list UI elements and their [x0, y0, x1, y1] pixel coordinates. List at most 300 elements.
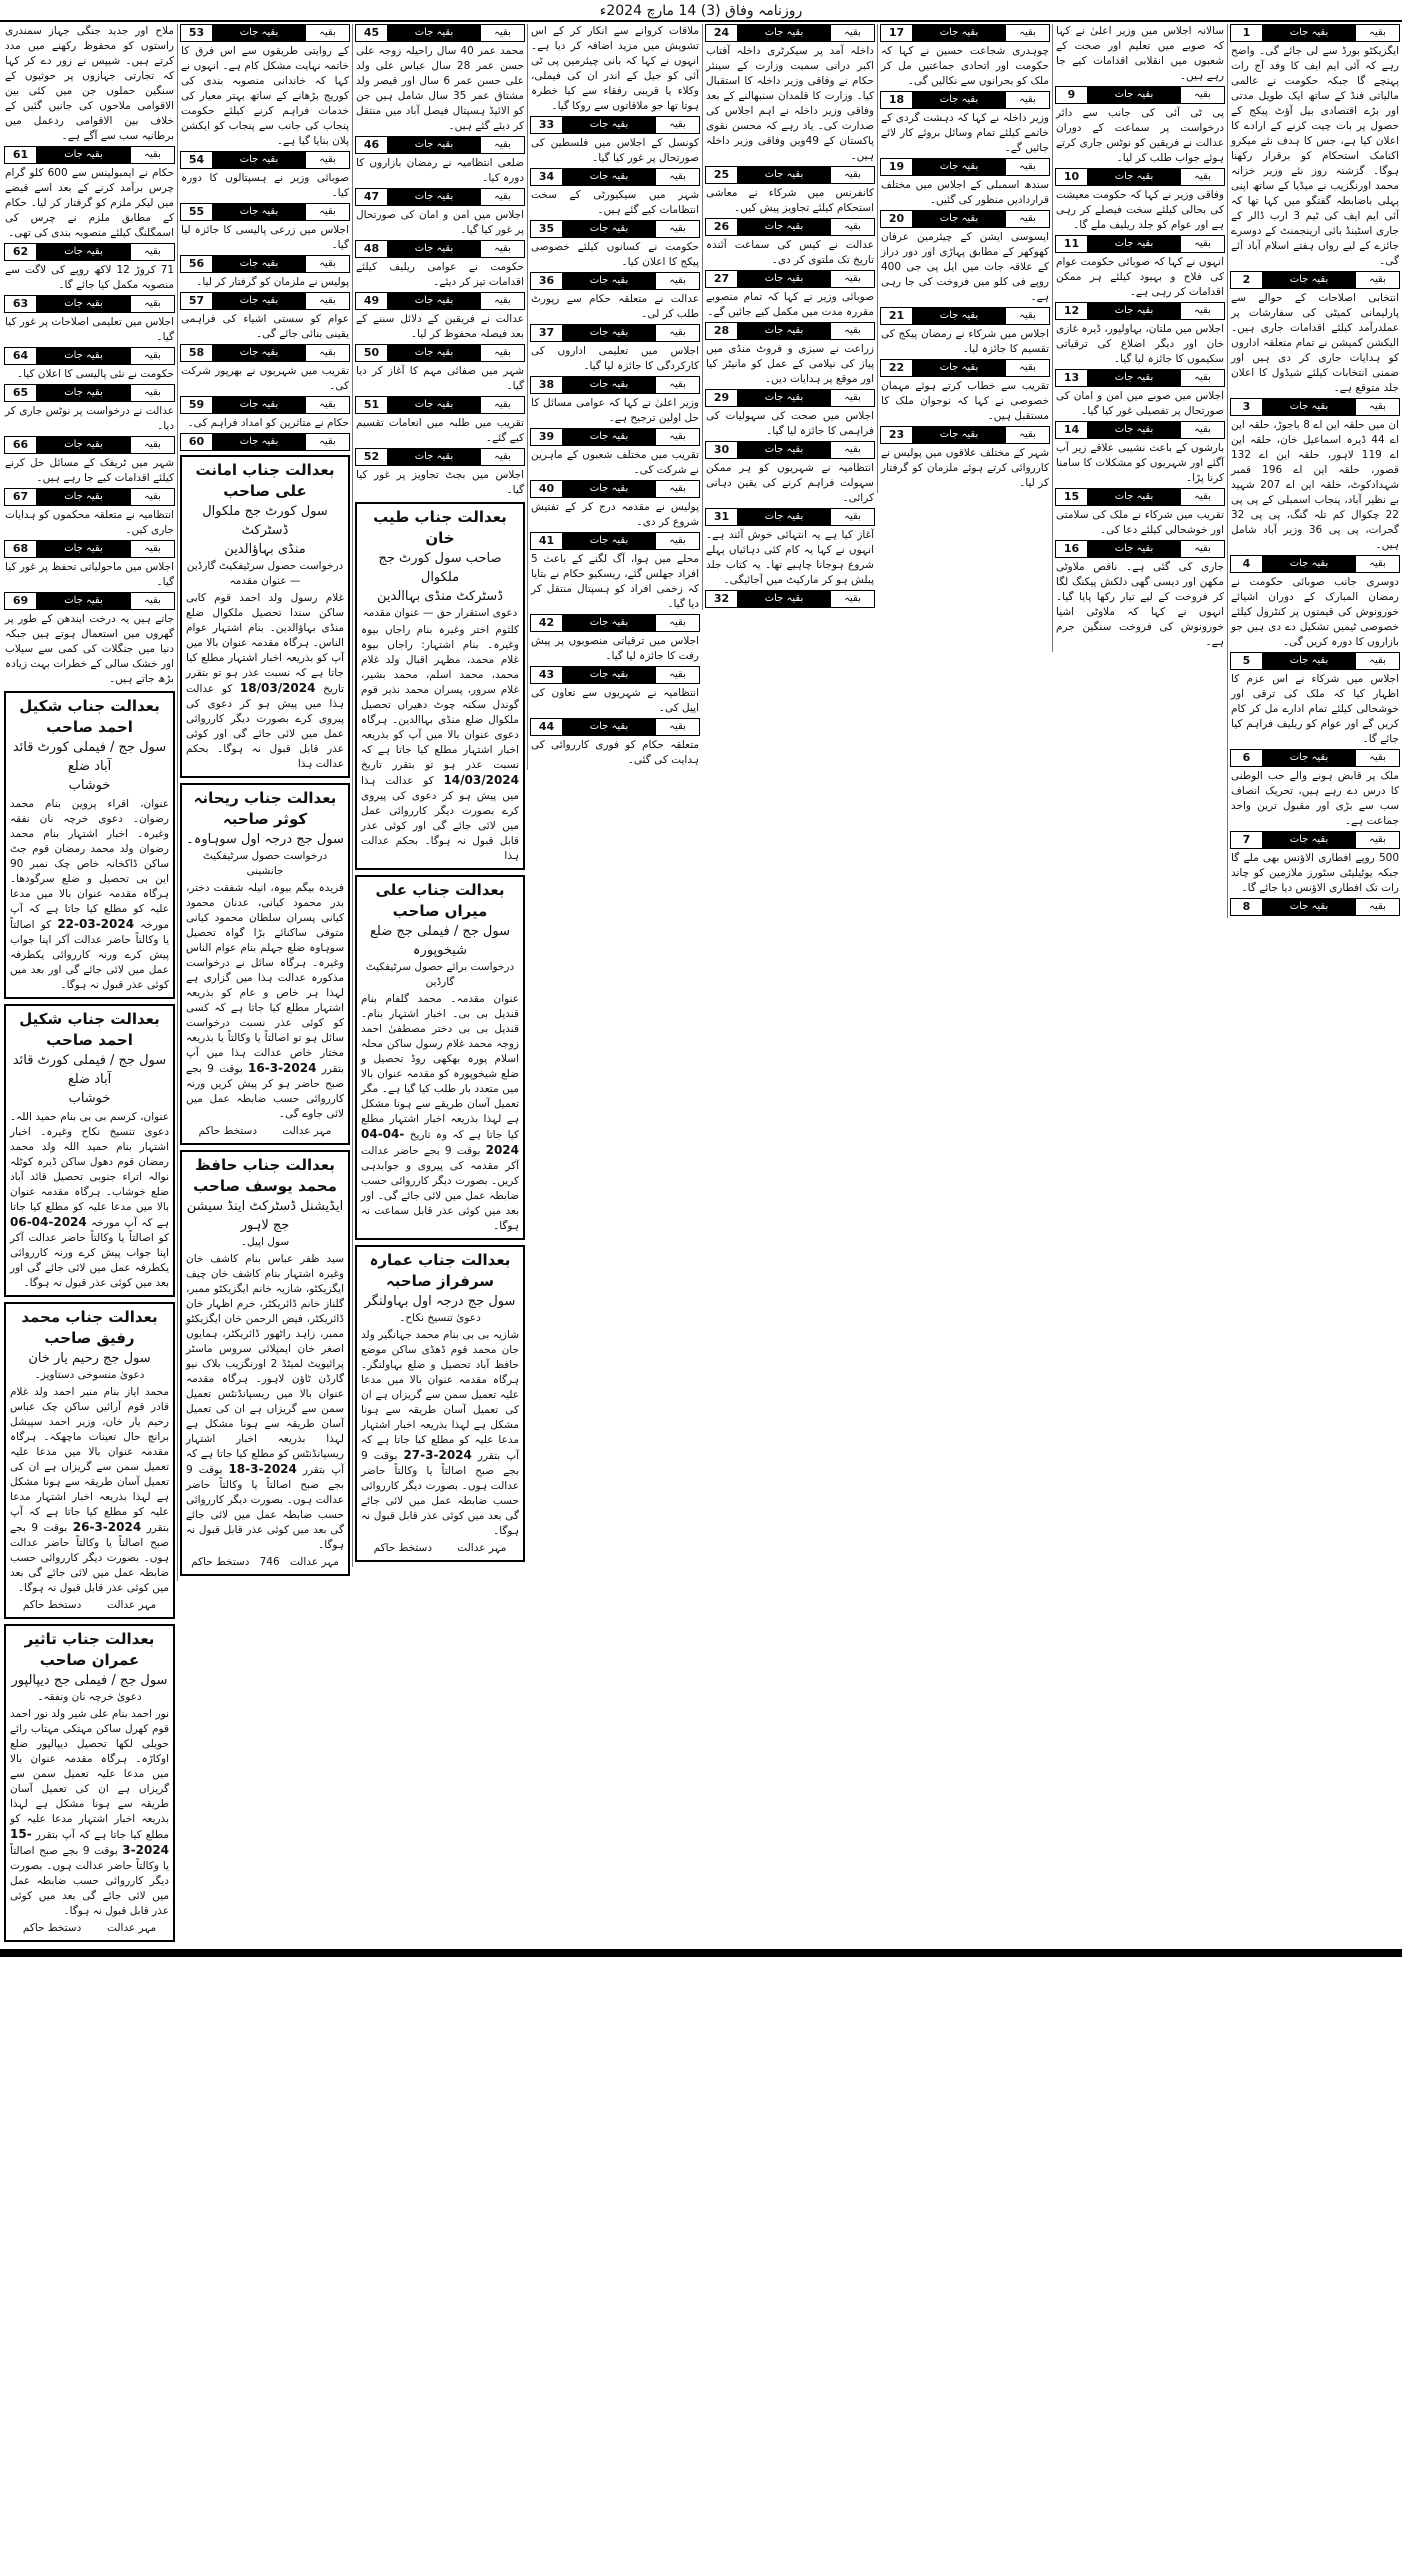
section-body: اجلاس میں تعلیمی اصلاحات پر غور کیا گیا۔: [5, 316, 174, 343]
section-number: 21: [881, 308, 913, 324]
section-body: وزیر اعلیٰ نے کہا کہ عوامی مسائل کا حل اولین ترجیح ہے۔: [531, 397, 699, 424]
article-column: [352, 24, 527, 1567]
notice-district: ڈسٹرکٹ منڈی بہاالدین: [377, 589, 503, 604]
notice-judge: ایڈیشنل ڈسٹرکٹ اینڈ سیشن جج لاہور: [186, 1199, 344, 1233]
section-label: بقیہ: [305, 256, 349, 272]
notice-body: [10, 1707, 169, 1919]
continuation-section: [530, 116, 700, 166]
section-number: 16: [1056, 541, 1088, 557]
section-number: 38: [531, 377, 563, 393]
section-number: 46: [356, 137, 388, 153]
section-body: تقریب میں طلبہ میں انعامات تقسیم کیے گئے۔: [356, 417, 524, 444]
continuation-section: [4, 540, 175, 590]
continuation-section: [1230, 398, 1400, 553]
section-title: بقیہ جات: [563, 481, 655, 497]
section-number: 50: [356, 345, 388, 361]
court-notice: [355, 502, 525, 870]
article-column: [527, 24, 702, 770]
hearing-date: 04-04-2024: [361, 1127, 520, 1157]
continuation-section: [1055, 488, 1225, 538]
notice-text: کو اصالتاً یا وکالتاً حاضر عدالت آکر اپنا جواب پیش کرے ورنہ کارروائی یکطرفہ عمل میں لائی جائے گی اور بعد میں کوئی عذر قبول نہ ہوگا۔: [10, 919, 169, 991]
section-label: بقیہ: [1355, 832, 1399, 848]
section-label: بقیہ: [830, 219, 874, 235]
section-label: بقیہ: [1355, 653, 1399, 669]
section-body: ایگزیکٹو بورڈ سے لی جائے گی۔ واضح رہے کہ آئی ایم ایف کا وفد آج رات پہنچے گا جبکہ حکومت نے عالمی مالیاتی فنڈ کے ساتھ ایک طویل مدتی اور بڑے اقتصادی بیل آؤٹ پیکج کے حصول پر بات چیت کرنے کے ارادے کا اعلان کیا ہے، جس کا ہدف نئے میکرو اکنامک استحکام کو برقرار رکھنا ہوگا۔ گزشتہ روز نئے وزیر خزانہ محمد اورنگزیب نے میڈیا کے ساتھ اپنی پہلی باضابطہ گفتگو میں کہا تھا کہ آئی ایم ایف کی ٹیم 3 ارب ڈالر کے جاری اسٹینڈ بائی ارینجمنٹ کے دوسرے جائزے کے لیے رواں ہفتے اسلام آباد آئے گی۔: [1231, 45, 1399, 267]
masthead-title: روزنامہ وفاق (3) 14 مارچ 2024ء: [599, 3, 803, 19]
section-label: بقیہ: [130, 437, 174, 453]
section-body: ان میں حلقہ این اے 8 باجوڑ، حلقہ این اے 44 ڈیرہ اسماعیل خان، حلقہ این اے 119 لاہور، حلقہ این اے 132 قصور، حلقہ این اے 196 قمبر شہدادکوٹ، حلقہ این اے 207 شہید بے نظیر آباد، پنجاب اسمبلی کے پی پی 22 چکوال کم تلہ گنگ، پی پی 32 گجرات، پی پی 36 وزیر آباد شامل ہیں۔: [1231, 419, 1400, 551]
section-number: 11: [1056, 236, 1088, 252]
section-number: 22: [881, 360, 913, 376]
notice-court-title: بعدالت جناب امانت علی صاحب: [195, 461, 335, 500]
section-label: بقیہ: [1005, 25, 1049, 41]
section-header: [4, 592, 175, 610]
section-body: محلے میں ہوا، آگ لگنے کے باعث 5 افراد جھلس گئے، ریسکیو حکام نے بتایا کہ زخمی افراد کو ہسپتال منتقل کر دیا گیا۔: [531, 553, 699, 610]
section-title: بقیہ جات: [738, 442, 830, 458]
court-seal: مہر عدالت: [289, 1556, 339, 1568]
notice-signature-row: [186, 1124, 344, 1139]
notice-suit-type: دعویٰ تنسیخ نکاح۔: [399, 1312, 481, 1324]
section-label: بقیہ: [655, 117, 699, 133]
section-number: 65: [5, 385, 37, 401]
section-header: [4, 436, 175, 454]
section-header: [1055, 302, 1225, 320]
section-title: بقیہ جات: [213, 293, 305, 309]
notice-court-title: بعدالت جناب محمد رفیق صاحب: [21, 1308, 158, 1347]
section-header: [4, 488, 175, 506]
notice-text: شازیہ بی بی بنام محمد جہانگیر ولد جان محمد قوم ڈھڈی ساکن موضع حافظ آباد تحصیل و ضلع بہاولنگر۔ ہرگاہ مقدمہ عنوان بالا میں مدعا علیہ تعمیل سمن سے گریزاں ہے ان کی تعمیل آسان طریقہ سے ہونا مشکل ہے لہذا بذریعہ اخبار اشتہار مدعا علیہ کو مطلع کیا جاتا ہے کہ آپ بتقرر: [361, 1329, 520, 1462]
section-title: بقیہ جات: [563, 169, 655, 185]
continuation-section: [1055, 540, 1225, 650]
section-label: بقیہ: [305, 434, 349, 450]
section-label: بقیہ: [130, 147, 174, 163]
notice-signature-row: [10, 1921, 169, 1936]
section-number: 12: [1056, 303, 1088, 319]
continuation-section: [705, 270, 875, 320]
section-number: 58: [181, 345, 213, 361]
section-body: بارشوں کے باعث نشیبی علاقے زیر آب آگئے اور شہریوں کو مشکلات کا سامنا کرنا پڑا۔: [1056, 442, 1224, 484]
continuation-section: [880, 24, 1050, 89]
section-title: بقیہ جات: [1088, 541, 1180, 557]
section-header: [530, 614, 700, 632]
section-title: بقیہ جات: [37, 296, 130, 312]
continuation-section: [1055, 421, 1225, 486]
continuation-section: [705, 218, 875, 268]
section-body: شہر کے مختلف علاقوں میں پولیس نے کارروائی کرتے ہوئے ملزمان کو گرفتار کر لیا۔: [881, 447, 1049, 489]
continuation-section: [530, 532, 700, 612]
section-label: بقیہ: [655, 719, 699, 735]
notice-court-title: بعدالت جناب طیب خان: [373, 508, 507, 547]
section-body: صوبائی وزیر نے کہا کہ تمام منصوبے مقررہ مدت میں مکمل کیے جائیں گے۔: [706, 291, 874, 318]
notice-court-title: بعدالت جناب تاثیر عمران صاحب: [24, 1630, 155, 1669]
section-number: 29: [706, 390, 738, 406]
section-title: بقیہ جات: [913, 25, 1005, 41]
section-number: 44: [531, 719, 563, 735]
section-header: [1230, 652, 1400, 670]
continuation-section: [1230, 271, 1400, 396]
section-label: بقیہ: [130, 348, 174, 364]
section-number: 42: [531, 615, 563, 631]
notice-court-title: بعدالت جناب علی میراں صاحب: [375, 881, 505, 920]
notice-judge: سول جج / فیملی کورٹ قائد آباد ضلع: [12, 1053, 167, 1087]
section-title: بقیہ جات: [388, 241, 480, 257]
bottom-rule: [0, 1949, 1402, 1957]
section-header: [880, 426, 1050, 444]
notice-text: غلام رسول ولد احمد قوم کابی ساکن سندا تحصیل ملکوال ضلع منڈی بہاؤالدین۔ بنام اشتہار عوام الناس۔ ہرگاہ مقدمہ عنوان بالا میں آپ کو بذریعہ اخبار اشتہار مطلع کیا جاتا ہے کہ نسبت عذر ہو تو بتقرر تاریخ: [186, 592, 345, 695]
section-body: جاتے ہیں یہ درخت ایندھن کے طور پر گھروں میں استعمال ہوتے ہیں جبکہ دنیا میں جنگلات کی کمی سے سیلاب اور خشک سالی کے خطرات بہت زیادہ بڑھ جاتے ہیں۔: [5, 613, 174, 685]
section-title: بقیہ جات: [213, 345, 305, 361]
continuation-section: [1230, 898, 1400, 916]
section-header: [530, 168, 700, 186]
section-body: اجلاس میں زرعی پالیسی کا جائزہ لیا گیا۔: [181, 224, 349, 251]
section-number: 23: [881, 427, 913, 443]
continuation-section: [705, 590, 875, 608]
section-title: بقیہ جات: [37, 244, 130, 260]
notice-district: خوشاب: [68, 778, 111, 793]
section-label: بقیہ: [1005, 308, 1049, 324]
court-notice: [4, 1004, 175, 1297]
section-label: بقیہ: [130, 296, 174, 312]
section-body: اجلاس میں بجٹ تجاویز پر غور کیا گیا۔: [356, 469, 524, 496]
section-label: بقیہ: [1180, 541, 1224, 557]
section-label: بقیہ: [655, 169, 699, 185]
section-title: بقیہ جات: [37, 593, 130, 609]
section-body: محمد عمر 40 سال راحیلہ زوجہ علی حسن عمر 28 سال عباس علی ولد علی حسن عمر 6 سال اور قیصر ولد مشتاق عمر 35 سال شامل ہیں جن کو الائیڈ ہسپتال فیصل آباد میں منتقل کر دیئے گئے ہیں۔: [356, 45, 525, 132]
section-header: [705, 590, 875, 608]
judge-signature: دستخط حاکم: [198, 1125, 258, 1137]
section-header: [880, 91, 1050, 109]
continuation-section: [355, 292, 525, 342]
section-number: 57: [181, 293, 213, 309]
section-number: 17: [881, 25, 913, 41]
section-label: بقیہ: [480, 137, 524, 153]
notice-body: [361, 992, 519, 1234]
notice-text: کو عدالت ہذا میں پیش ہو کر دعوی کی پیروی کرے بصورت دیگر کارروائی عمل میں لائی جائے گی اور کوئی عذر قابل قبول نہ ہوگا۔ بحکم عدالت ہذا: [186, 683, 344, 770]
section-number: 31: [706, 509, 738, 525]
section-number: 14: [1056, 422, 1088, 438]
section-header: [705, 389, 875, 407]
section-title: بقیہ جات: [738, 25, 830, 41]
section-title: بقیہ جات: [1088, 303, 1180, 319]
continuation-section: [705, 24, 875, 164]
section-body: ملک پر قابض ہونے والے حب الوطنی کا درس دے رہے ہیں، تحریک انصاف سب سے بڑی اور مقبول ترین واحد جماعت ہے۔: [1231, 770, 1399, 827]
section-body: پی ٹی آئی کی جانب سے دائر درخواست پر سماعت کے دوران عدالت نے فریقین کو نوٹس جاری کرتے ہوئے جواب طلب کر لیا۔: [1056, 107, 1224, 164]
notice-text: فریدہ بیگم بیوہ، انیلہ شفقت دختر، بدر محمود کیانی، عدنان محمود کیانی پسران سلطان محمود کیانی متوفی ساکنائے بڑا گواہ تحصیل سوہاوہ ضلع جہلم بنام عوام الناس وغیرہ۔ ہرگاہ سائل نے درخواست مذکورہ عدالت ہذا میں گزاری ہے لہذا ہر خاص و عام کو بذریعہ اشتہار مطلع کیا جاتا ہے کہ کسی کو کوئی عذر نسبت درخواست سائل ہو تو اصالتاً یا وکالتاً یا بذریعہ مختار خاص عدالت ہذا میں آپ بتقرر: [186, 882, 344, 1075]
section-header: [530, 666, 700, 684]
section-title: بقیہ جات: [1263, 750, 1355, 766]
continuation-section: [530, 376, 700, 426]
continuation-section: [355, 448, 525, 498]
notice-judge: صاحب سول کورٹ جج ملکوال: [378, 551, 502, 585]
section-number: 49: [356, 293, 388, 309]
judge-signature: دستخط حاکم: [22, 1922, 82, 1934]
continuation-section: [530, 168, 700, 218]
section-label: بقیہ: [305, 397, 349, 413]
continuation-section: [355, 188, 525, 238]
notice-judge: سول جج درجہ اول بہاولنگر: [364, 1294, 516, 1309]
continuation-section: [530, 718, 700, 768]
continuation-section: [705, 322, 875, 387]
continuation-section: [180, 255, 350, 290]
section-number: 59: [181, 397, 213, 413]
section-title: بقیہ جات: [738, 219, 830, 235]
section-title: بقیہ جات: [738, 167, 830, 183]
section-header: [1230, 831, 1400, 849]
section-header: [1055, 235, 1225, 253]
continuation-section: [4, 295, 175, 345]
section-label: بقیہ: [1355, 399, 1399, 415]
section-body: عدالت نے متعلقہ حکام سے رپورٹ طلب کر لی۔: [531, 293, 699, 320]
section-header: [1230, 24, 1400, 42]
section-number: 40: [531, 481, 563, 497]
section-body: عدالت نے فریقین کے دلائل سننے کے بعد فیصلہ محفوظ کر لیا۔: [356, 313, 524, 340]
article-column: [1052, 24, 1227, 652]
notice-text: کلثوم اختر وغیرہ بنام راجاں بیوہ وغیرہ۔ بنام اشتہار: راجاں بیوہ غلام محمد، مظہر اقبال ولد غلام محمد، محمد اسلم، محمد بشیر، غلام سرور، پسران محمد نذیر قوم گوندل سکنہ چوٹ دھیراں تحصیل ملکوال ضلع منڈی بہاالدین۔ ہرگاہ دعوی عنوان بالا میں آپ کو بذریعہ اخبار اشتہار مطلع کیا جاتا ہے کہ نسبت عذر ہو تو بتقرر تاریخ: [361, 624, 519, 771]
section-number: 67: [5, 489, 37, 505]
section-label: بقیہ: [305, 345, 349, 361]
section-body: انتخابی اصلاحات کے حوالے سے پارلیمانی کمیٹی کی سفارشات پر عملدرآمد کیلئے اقدامات جاری ہیں۔ الیکشن کمیشن نے تمام متعلقہ اداروں کو ہدایات جاری کر دی ہیں اور ضمنی انتخابات کیلئے شیڈول کا اعلان جلد متوقع ہے۔: [1231, 292, 1399, 394]
section-number: 13: [1056, 370, 1088, 386]
hearing-date: 14/03/2024: [443, 773, 519, 787]
section-header: [1055, 369, 1225, 387]
continuation-section: [1055, 86, 1225, 166]
section-label: بقیہ: [655, 377, 699, 393]
section-header: [355, 292, 525, 310]
section-body: جاری کی گئی ہے۔ ناقص ملاوٹی مکھن اور دیسی گھی دلکش پیکنگ لگا کر فروخت کے لیے تیار رکھا پایا گیا۔ انہوں نے کہا کہ ملاوٹی اشیا خورونوش کی فروخت سنگین جرم ہے۔: [1056, 561, 1224, 648]
section-body: ایسوسی ایشن کے چیئرمین عرفان کھوکھر کے مطابق پہاڑی اور دور دراز کے علاقہ جات میں ایل پی جی 400 روپے فی کلو میں فروخت کی جا رہی ہے۔: [881, 231, 1049, 303]
section-body: متعلقہ حکام کو فوری کارروائی کی ہدایت کی گئی۔: [531, 739, 699, 766]
section-header: [355, 240, 525, 258]
continuation-section: [880, 307, 1050, 357]
section-body: ضلعی انتظامیہ نے رمضان بازاروں کا دورہ کیا۔: [356, 157, 524, 184]
notice-text: محمد ایاز بنام منیر احمد ولد غلام قادر قوم آرائیں ساکن چک عباس رحیم یار خان، وزیر احمد سپیشل برانچ حال تعینات ماچھکہ۔ ہرگاہ مقدمہ عنوان بالا میں مدعا علیہ تعمیل سمن سے گریزاں ہے ان کی تعمیل آسان طریقہ سے ہونا مشکل ہے لہذا بذریعہ اخبار اشتہار مدعا علیہ کو مطلع کیا جاتا ہے کہ آپ بتقرر: [10, 1386, 169, 1534]
section-body: وفاقی وزیر نے کہا کہ حکومت معیشت کی بحالی کیلئے سخت فیصلے کر رہی ہے اور عوام کو جلد ریلیف ملے گا۔: [1056, 189, 1224, 231]
section-label: بقیہ: [480, 449, 524, 465]
section-header: [180, 255, 350, 273]
section-number: 55: [181, 204, 213, 220]
section-label: بقیہ: [1180, 169, 1224, 185]
section-header: [4, 347, 175, 365]
section-body: اجلاس میں صحت کی سہولیات کی فراہمی کا جائزہ لیا گیا۔: [706, 410, 874, 437]
section-title: بقیہ جات: [563, 719, 655, 735]
section-header: [355, 344, 525, 362]
notice-suit-type: دعویٰ خرچہ نان ونفقہ۔: [37, 1691, 142, 1703]
section-body: عوام کو سستی اشیاء کی فراہمی یقینی بنائی جائے گی۔: [181, 313, 349, 340]
notice-body: [186, 591, 344, 772]
section-header: [530, 428, 700, 446]
continuation-section: [1055, 302, 1225, 367]
section-body: کانفرنس میں شرکاء نے معاشی استحکام کیلئے تجاویز پیش کیں۔: [706, 187, 874, 214]
hearing-date: 27-3-2024: [403, 1448, 472, 1462]
section-title: بقیہ جات: [37, 541, 130, 557]
section-label: بقیہ: [130, 385, 174, 401]
section-number: 4: [1231, 556, 1263, 572]
section-label: بقیہ: [1355, 899, 1399, 915]
section-header: [4, 243, 175, 261]
continuation-section: [880, 426, 1050, 491]
section-number: 53: [181, 25, 213, 41]
continuation-section: [180, 151, 350, 201]
section-header: [4, 146, 175, 164]
section-number: 25: [706, 167, 738, 183]
section-header: [880, 307, 1050, 325]
section-header: [355, 188, 525, 206]
section-label: بقیہ: [130, 593, 174, 609]
section-title: بقیہ جات: [913, 159, 1005, 175]
section-body: انتظامیہ نے متعلقہ محکموں کو ہدایات جاری کیں۔: [5, 509, 174, 536]
section-number: 27: [706, 271, 738, 287]
notice-judge: سول جج درجہ اول سوہاوہ۔: [186, 832, 344, 847]
section-body: کونسل کے اجلاس میں فلسطین کی صورتحال پر غور کیا گیا۔: [531, 137, 699, 164]
section-label: بقیہ: [1180, 489, 1224, 505]
section-header: [180, 344, 350, 362]
section-title: بقیہ جات: [37, 489, 130, 505]
section-header: [180, 24, 350, 42]
continuation-section: [530, 24, 700, 114]
continuation-section: [880, 359, 1050, 424]
section-number: 56: [181, 256, 213, 272]
continuation-section: [530, 220, 700, 270]
section-title: بقیہ جات: [213, 25, 305, 41]
section-number: 19: [881, 159, 913, 175]
section-number: 32: [706, 591, 738, 607]
continuation-section: [880, 158, 1050, 208]
section-title: بقیہ جات: [213, 397, 305, 413]
section-label: بقیہ: [1180, 303, 1224, 319]
section-number: 6: [1231, 750, 1263, 766]
section-title: بقیہ جات: [1263, 556, 1355, 572]
section-label: بقیہ: [1355, 25, 1399, 41]
section-label: بقیہ: [655, 667, 699, 683]
section-title: بقیہ جات: [213, 256, 305, 272]
section-label: بقیہ: [830, 25, 874, 41]
section-number: 5: [1231, 653, 1263, 669]
section-label: بقیہ: [305, 25, 349, 41]
section-number: 66: [5, 437, 37, 453]
section-header: [355, 24, 525, 42]
section-number: 48: [356, 241, 388, 257]
section-label: بقیہ: [655, 429, 699, 445]
section-body: اجلاس میں شرکاء نے رمضان پیکج کی تقسیم کا جائزہ لیا۔: [881, 328, 1049, 355]
section-label: بقیہ: [655, 481, 699, 497]
notice-text: سید ظفر عباس بنام کاشف خان وغیرہ اشتہار بنام کاشف خان چیف ایگزیکٹو، شازیہ خانم ایگزیکٹو ممبر، گلناز خانم ڈائریکٹر، خرم اظہار خان ڈائریکٹر، فیض الرحمن خان ایگزیکٹو ممبر، زاہد راٹھور ڈائریکٹر، ہمایوں اصغر خان ایمپلائی سروس ماسٹر پرائیویٹ لمیٹڈ 2 اورنگزیب بلاک نیو گارڈن ٹاؤن لاہور۔ ہرگاہ مقدمہ عنوان بالا میں ریسپانڈنٹس تعمیل سمن سے گریزاں ہے ان کی تعمیل آسان طریقہ سے ہونا مشکل ہے لہذا بذریعہ اخبار اشتہار ریسپانڈنٹس کو مطلع کیا جاتا ہے کہ آپ بتقرر: [186, 1253, 345, 1476]
section-number: 36: [531, 273, 563, 289]
section-header: [1230, 555, 1400, 573]
section-body: سندھ اسمبلی کے اجلاس میں مختلف قراردادیں منظور کی گئیں۔: [881, 179, 1049, 206]
continuation-section: [4, 243, 175, 293]
section-label: بقیہ: [655, 615, 699, 631]
section-title: بقیہ جات: [913, 211, 1005, 227]
section-body: سالانہ اجلاس میں وزیر اعلیٰ نے کہا کہ صوبے میں تعلیم اور صحت کے شعبوں میں انقلابی اقدامات کیے جا رہے ہیں۔: [1056, 25, 1224, 82]
section-header: [530, 116, 700, 134]
section-header: [4, 384, 175, 402]
section-title: بقیہ جات: [913, 360, 1005, 376]
article-column: [177, 24, 352, 1581]
section-title: بقیہ جات: [738, 509, 830, 525]
section-number: 51: [356, 397, 388, 413]
section-number: 41: [531, 533, 563, 549]
section-number: 64: [5, 348, 37, 364]
court-notice: [355, 875, 525, 1240]
notice-text: عنوان، کرسم بی بی بنام حمید اللہ۔ دعوی تنسیخ نکاح وغیرہ۔ اخبار اشتہار بنام حمید اللہ ولد محمد رمضان قوم دھول ساکن ڈیرہ کوٹلہ نوالہ اتراء جنوبی تحصیل قائد آباد ضلع خوشاب۔ ہرگاہ مقدمہ عنوان بالا میں مدعا علیہ کو مطلع کیا جاتا ہے کہ آپ مورخہ: [10, 1111, 169, 1229]
section-label: بقیہ: [130, 244, 174, 260]
notice-court-title: بعدالت جناب ریحانہ کوثر صاحبہ: [193, 789, 337, 828]
section-header: [180, 292, 350, 310]
section-header: [180, 203, 350, 221]
notice-text: بوقت 9 بجے صبح اصالتاً یا وکالتاً حاضر عدالت ہوں۔ بصورت دیگر کارروائی حسب ضابطہ عمل میں لائی جائے گی بعد میں کوئی عذر قابل قبول نہ ہوگا۔: [361, 1450, 519, 1537]
section-body: ملاح اور جدید جنگی جہاز سمندری راستوں کو محفوظ رکھنے میں مدد کرتے ہیں۔ شیپس نے زور دے کر کہا کہ تجارتی جہازوں پر حوثیوں کے سنگین حملوں جن میں کئی بین الاقوامی ملاحوں کی جانیں گئیں کے خلاف بین الاقوامی ردعمل میں برطانیہ سب سے آگے ہے۔: [5, 25, 174, 142]
section-body: تقریب میں مختلف شعبوں کے ماہرین نے شرکت کی۔: [531, 449, 699, 476]
notice-signature-row: [186, 1555, 344, 1570]
continuation-section: [4, 146, 175, 241]
section-body: اجلاس میں ماحولیاتی تحفظ پر غور کیا گیا۔: [5, 561, 174, 588]
notice-text: عنوان مقدمہ۔ محمد گلفام بنام قندیل بی بی۔ اخبار اشتہار بنام۔ قندیل بی بی دختر مصطفیٰ احمد زوجہ محمد غلام رسول ساکن محلہ اسلام پورہ بھکھی روڈ تحصیل و ضلع شیخوپورہ کو مقدمہ عنوان بالا میں متعدد بار طلب کیا گیا ہے۔ مگر تعمیل آسان طریقے سے ہونا مشکل ہے لہذا بذریعہ اخبار اشتہار مطلع کیا جاتا ہے کہ وہ تاریخ: [361, 993, 520, 1141]
section-title: بقیہ جات: [388, 345, 480, 361]
section-number: 61: [5, 147, 37, 163]
section-label: بقیہ: [305, 204, 349, 220]
section-label: بقیہ: [1355, 750, 1399, 766]
continuation-section: [1230, 555, 1400, 650]
section-label: بقیہ: [480, 397, 524, 413]
section-title: بقیہ جات: [738, 271, 830, 287]
section-number: 69: [5, 593, 37, 609]
section-number: 35: [531, 221, 563, 237]
section-body: اجلاس میں ملتان، بہاولپور، ڈیرہ غازی خان اور دیگر اضلاع کی ترقیاتی سکیموں کا جائزہ لیا گیا۔: [1056, 323, 1224, 365]
continuation-section: [705, 389, 875, 439]
section-header: [530, 220, 700, 238]
continuation-section: [180, 396, 350, 431]
section-body: عدالت نے کیس کی سماعت آئندہ تاریخ تک ملتوی کر دی۔: [706, 239, 874, 266]
section-title: بقیہ جات: [1263, 653, 1355, 669]
section-number: 33: [531, 117, 563, 133]
continuation-section: [1230, 24, 1400, 269]
section-number: 63: [5, 296, 37, 312]
section-title: بقیہ جات: [388, 397, 480, 413]
notice-district: منڈی بہاؤالدین: [224, 542, 306, 557]
section-number: 43: [531, 667, 563, 683]
section-title: بقیہ جات: [563, 615, 655, 631]
section-body: تقریب میں شہریوں نے بھرپور شرکت کی۔: [181, 365, 349, 392]
hearing-date: 16-3-2024: [248, 1061, 317, 1075]
section-title: بقیہ جات: [913, 308, 1005, 324]
hearing-date: 18/03/2024: [239, 681, 316, 695]
court-seal: مہر عدالت: [282, 1125, 332, 1137]
continuation-section: [1230, 831, 1400, 896]
notice-body: [361, 623, 519, 864]
section-number: 7: [1231, 832, 1263, 848]
section-body: اجلاس میں امن و امان کی صورتحال پر غور کیا گیا۔: [356, 209, 524, 236]
section-title: بقیہ جات: [738, 390, 830, 406]
section-header: [530, 376, 700, 394]
section-label: بقیہ: [655, 533, 699, 549]
continuation-section: [4, 436, 175, 486]
section-number: 8: [1231, 899, 1263, 915]
section-header: [355, 396, 525, 414]
section-label: بقیہ: [1180, 422, 1224, 438]
section-title: بقیہ جات: [1263, 272, 1355, 288]
section-header: [1230, 271, 1400, 289]
section-header: [705, 24, 875, 42]
section-title: بقیہ جات: [37, 385, 130, 401]
hearing-date: 06-04-2024: [10, 1215, 87, 1229]
section-number: 15: [1056, 489, 1088, 505]
court-seal: مہر عدالت: [457, 1542, 507, 1554]
section-number: 45: [356, 25, 388, 41]
section-body: پولیس نے ملزمان کو گرفتار کر لیا۔: [196, 276, 349, 288]
notice-judge: سول جج رحیم یار خان: [28, 1351, 151, 1366]
notice-district: خوشاب: [68, 1091, 111, 1106]
section-label: بقیہ: [305, 293, 349, 309]
